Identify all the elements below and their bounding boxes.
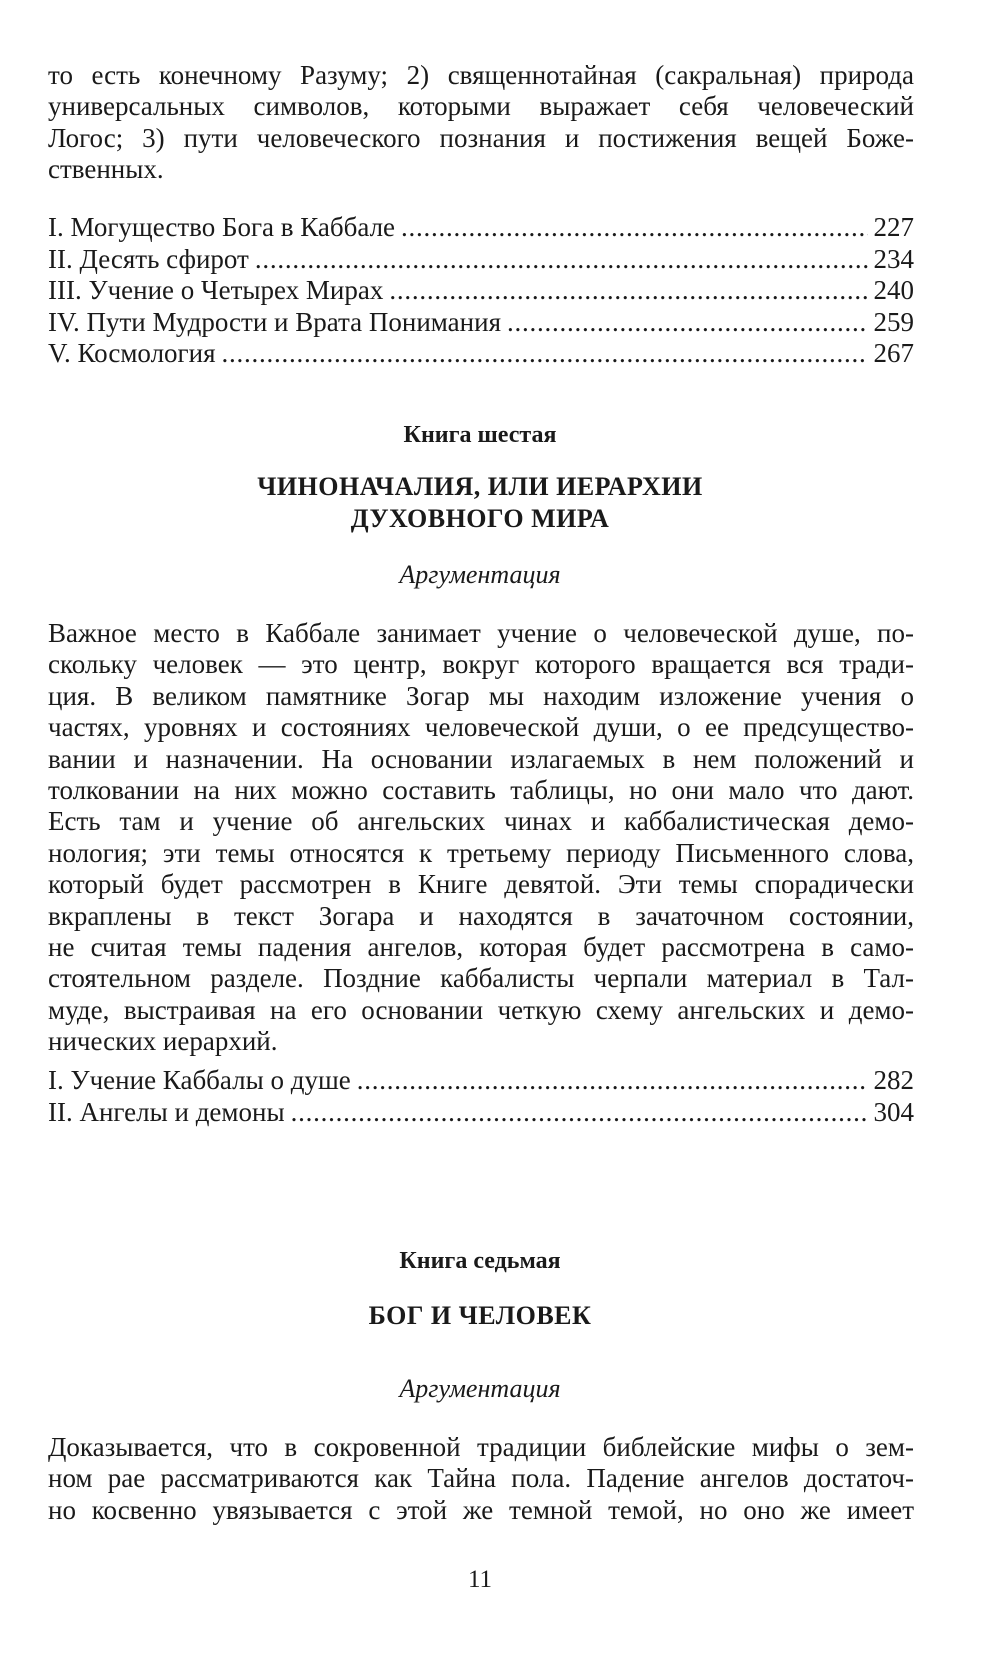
paragraph-line: нология; эти темы относятся к третьему периоду Письменного слова, [48, 837, 914, 868]
book-six-label: Книга шестая [403, 422, 557, 448]
toc-entry[interactable] [48, 212, 914, 244]
paragraph-line: который будет рассмотрен в Книге девятой. Эти темы спорадически [48, 869, 914, 900]
toc-book-five [48, 212, 914, 370]
paragraph-line: частях, уровнях и состояниях человеческой души, о ее предсущество- [48, 712, 914, 743]
toc-entry-page: 234 [873, 243, 914, 274]
toc-entry-page: 267 [873, 338, 914, 369]
book-six-title-line: ЧИНОНАЧАЛИЯ, ИЛИ ИЕРАРХИИ [257, 472, 703, 501]
book-six-title [0, 471, 960, 535]
toc-leader-dots [401, 212, 867, 244]
toc-entry-title: III. Учение о Четырех Мирах [48, 275, 384, 306]
book-six-title-line: ДУХОВНОГО МИРА [350, 504, 610, 533]
paragraph-line: не считая темы падения ангелов, которая будет рассмотрена в само- [48, 932, 914, 963]
paragraph-line: муде, выстраивая на его основании четкую схему ангельских и демо- [48, 994, 914, 1025]
toc-entry-title: II. Десять сфирот [48, 243, 249, 274]
paragraph-line: нических иерархий. [48, 1026, 278, 1057]
toc-entry-title: V. Космология [48, 338, 216, 369]
toc-leader-dots [221, 338, 867, 370]
book-seven-title [0, 1300, 960, 1332]
toc-entry-title: IV. Пути Мудрости и Врата Понимания [48, 306, 501, 337]
intro-paragraph [48, 60, 914, 186]
intro-line: ственных. [48, 154, 164, 185]
toc-entry-page: 227 [873, 212, 914, 242]
toc-entry-page: 259 [873, 306, 914, 337]
book-six-paragraph [48, 618, 914, 1058]
book-six-argument-label: Аргументация [399, 560, 561, 589]
toc-entry-title: II. Ангелы и демоны [48, 1096, 285, 1127]
paragraph-line: толковании на них можно составить таблицы, но они мало что дают. [48, 775, 914, 806]
toc-leader-dots [255, 244, 868, 276]
toc-book-six [48, 1065, 914, 1128]
toc-entry[interactable] [48, 338, 914, 370]
paragraph-line: ном рае рассматриваются как Тайна пола. Падение ангелов достаточ- [48, 1463, 914, 1494]
toc-entry[interactable] [48, 1097, 914, 1129]
toc-entry-page: 304 [873, 1096, 914, 1127]
page-number: 11 [467, 1566, 493, 1593]
toc-entry[interactable] [48, 1065, 914, 1097]
paragraph-line: стоятельном разделе. Поздние каббалисты черпали материал в Тал- [48, 963, 914, 994]
toc-entry[interactable] [48, 307, 914, 339]
intro-line: то есть конечному Разуму; 2) священнотайная (сакральная) природа [48, 60, 914, 90]
toc-entry-title: I. Могущество Бога в Каббале [48, 212, 396, 242]
toc-leader-dots [507, 307, 868, 339]
paragraph-line: ция. В великом памятнике Зогар мы находим изложение учения о [48, 680, 914, 711]
toc-entry[interactable] [48, 275, 914, 307]
book-seven-label: Книга седьмая [399, 1248, 561, 1274]
paragraph-line: Важное место в Каббале занимает учение о человеческой душе, по- [48, 618, 914, 648]
book-seven-paragraph [48, 1432, 914, 1526]
toc-entry[interactable] [48, 244, 914, 276]
book-seven-argument-label: Аргументация [399, 1374, 561, 1403]
paragraph-line: вкраплены в текст Зогара и находятся в зачаточном состоянии, [48, 900, 914, 931]
toc-leader-dots [291, 1097, 868, 1129]
book-seven-title-line: БОГ И ЧЕЛОВЕК [368, 1301, 592, 1330]
paragraph-line: Есть там и учение об ангельских чинах и каббалистическая демо- [48, 806, 914, 837]
intro-line: Логос; 3) пути человеческого познания и постижения вещей Боже- [48, 122, 914, 153]
paragraph-line: скольку человек — это центр, вокруг которого вращается вся тради- [48, 649, 914, 680]
paragraph-line: Доказывается, что в сокровенной традиции библейские мифы о зем- [48, 1432, 914, 1462]
toc-entry-page: 240 [873, 275, 914, 306]
toc-entry-title: I. Учение Каббалы о душе [48, 1065, 351, 1095]
paragraph-line: но косвенно увязывается с этой же темной темой, но оно же имеет [48, 1494, 914, 1525]
toc-leader-dots [389, 275, 867, 307]
toc-leader-dots [357, 1065, 868, 1097]
paragraph-line: вании и назначении. На основании излагаемых в нем положений и [48, 743, 914, 774]
intro-line: универсальных символов, которыми выражает себя человеческий [48, 91, 914, 122]
toc-entry-page: 282 [873, 1065, 914, 1095]
